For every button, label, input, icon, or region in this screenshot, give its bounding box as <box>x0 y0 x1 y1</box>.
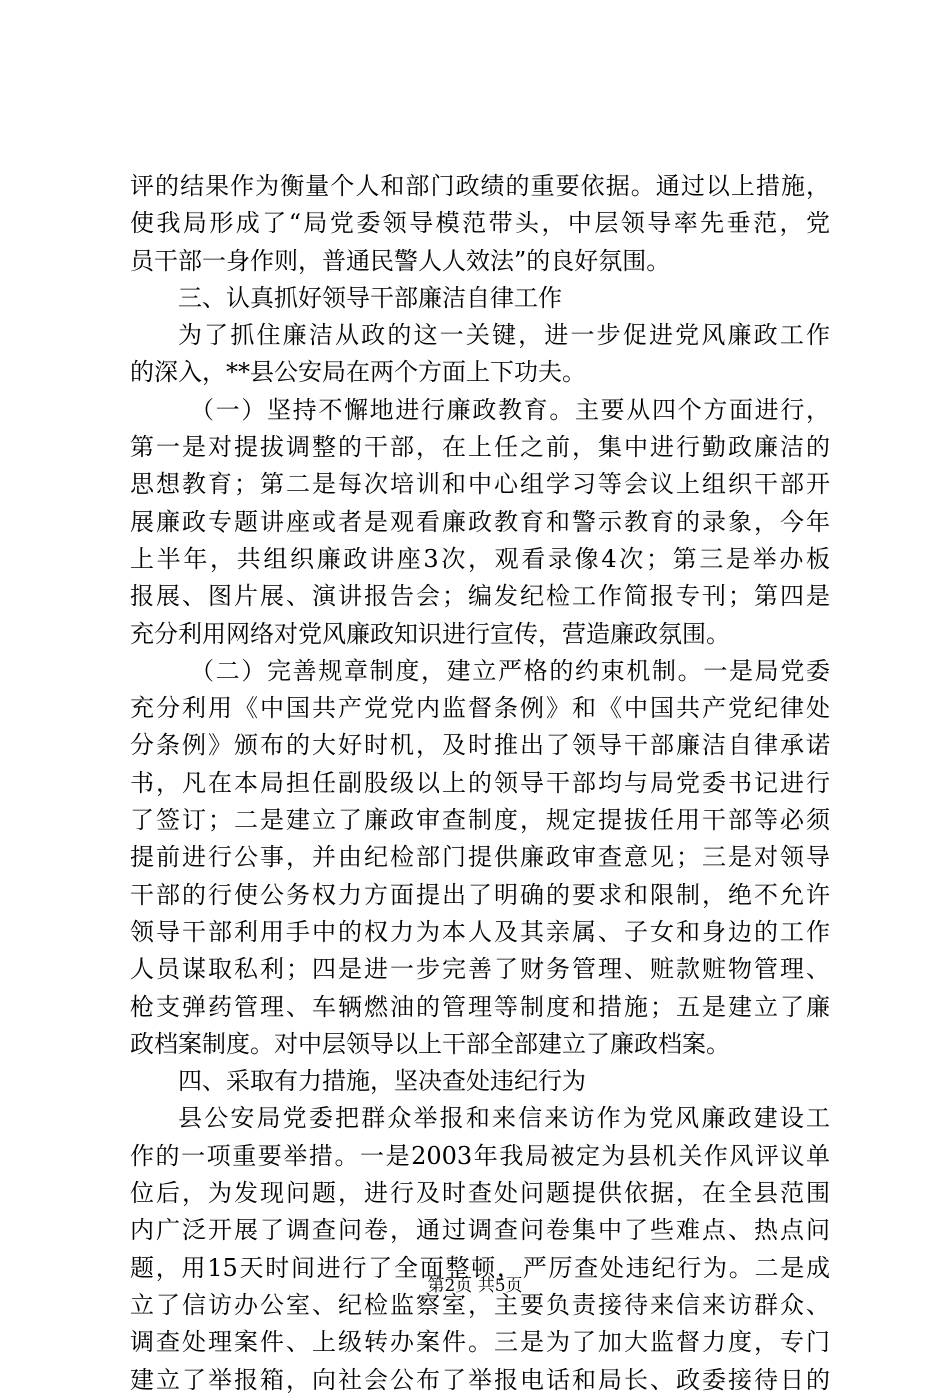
text-line: 作的一项重要举措。一是2003年我局被定为县机关作风评议单 <box>130 1141 830 1170</box>
text-line: 员干部一身作则，普通民警人人效法”的良好氛围。 <box>130 246 671 275</box>
text-line: 为了抓住廉洁从政的这一关键，进一步促进党风廉政工作 <box>178 321 830 350</box>
text-line: 充分利用《中国共产党党内监督条例》和《中国共产党纪律处 <box>130 694 830 723</box>
text-line: 评的结果作为衡量个人和部门政绩的重要依据。通过以上措施， <box>130 172 830 200</box>
text-line: （二）完善规章制度，建立严格的约束机制。一是局党委 <box>190 656 830 685</box>
text-line: 的深入，**县公安局在两个方面上下功夫。 <box>130 358 586 387</box>
text-line: 题，用15天时间进行了全面整顿，严厉查处违纪行为。二是成 <box>130 1253 830 1282</box>
text-line: 上半年，共组织廉政讲座3次，观看录像4次；第三是举办板 <box>130 544 830 573</box>
text-line: 报展、图片展、演讲报告会；编发纪检工作简报专刊；第四是 <box>130 582 830 611</box>
text-line: 四、采取有力措施，坚决查处违纪行为 <box>178 1067 586 1096</box>
text-line: 县公安局党委把群众举报和来信来访作为党风廉政建设工 <box>178 1104 830 1133</box>
text-line: 位后，为发现问题，进行及时查处问题提供依据，在全县范围 <box>130 1179 830 1208</box>
text-line: 展廉政专题讲座或者是观看廉政教育和警示教育的录象，今年 <box>130 507 830 536</box>
text-line: 第一是对提拔调整的干部，在上任之前，集中进行勤政廉洁的 <box>130 433 830 462</box>
text-line: 调查处理案件、上级转办案件。三是为了加大监督力度，专门 <box>130 1328 830 1357</box>
text-line: 分条例》颁布的大好时机，及时推出了领导干部廉洁自律承诺 <box>130 731 830 760</box>
text-line: 使我局形成了“局党委领导模范带头，中层领导率先垂范，党 <box>130 209 830 238</box>
text-line: 三、认真抓好领导干部廉洁自律工作 <box>178 283 562 312</box>
page-footer: 第2页 共5页 <box>427 1276 523 1296</box>
text-line: 人员谋取私利；四是进一步完善了财务管理、赃款赃物管理、 <box>130 955 830 984</box>
text-line: 政档案制度。对中层领导以上干部全部建立了廉政档案。 <box>130 1029 730 1058</box>
text-line: 立了信访办公室、纪检监察室，主要负责接待来信来访群众、 <box>130 1290 830 1319</box>
text-line: 领导干部利用手中的权力为本人及其亲属、子女和身边的工作 <box>130 917 830 946</box>
text-line: 内广泛开展了调查问卷，通过调查问卷集中了些难点、热点问 <box>130 1216 830 1245</box>
text-line: 干部的行使公务权力方面提出了明确的要求和限制，绝不允许 <box>130 880 830 909</box>
text-line: 提前进行公事，并由纪检部门提供廉政审查意见；三是对领导 <box>130 843 830 872</box>
text-line: 书，凡在本局担任副股级以上的领导干部均与局党委书记进行 <box>130 768 830 797</box>
text-line: 建立了举报箱，向社会公布了举报电话和局长、政委接待日的 <box>130 1365 830 1394</box>
text-line: 枪支弹药管理、车辆燃油的管理等制度和措施；五是建立了廉 <box>130 992 830 1021</box>
text-line: （一）坚持不懈地进行廉政教育。主要从四个方面进行， <box>190 395 830 424</box>
document-body <box>130 168 830 1399</box>
text-line: 思想教育；第二是每次培训和中心组学习等会议上组织干部开 <box>130 470 830 499</box>
text-line: 了签订；二是建立了廉政审查制度，规定提拔任用干部等必须 <box>130 806 830 835</box>
text-line: 充分利用网络对党风廉政知识进行宣传，营造廉政氛围。 <box>130 619 730 648</box>
